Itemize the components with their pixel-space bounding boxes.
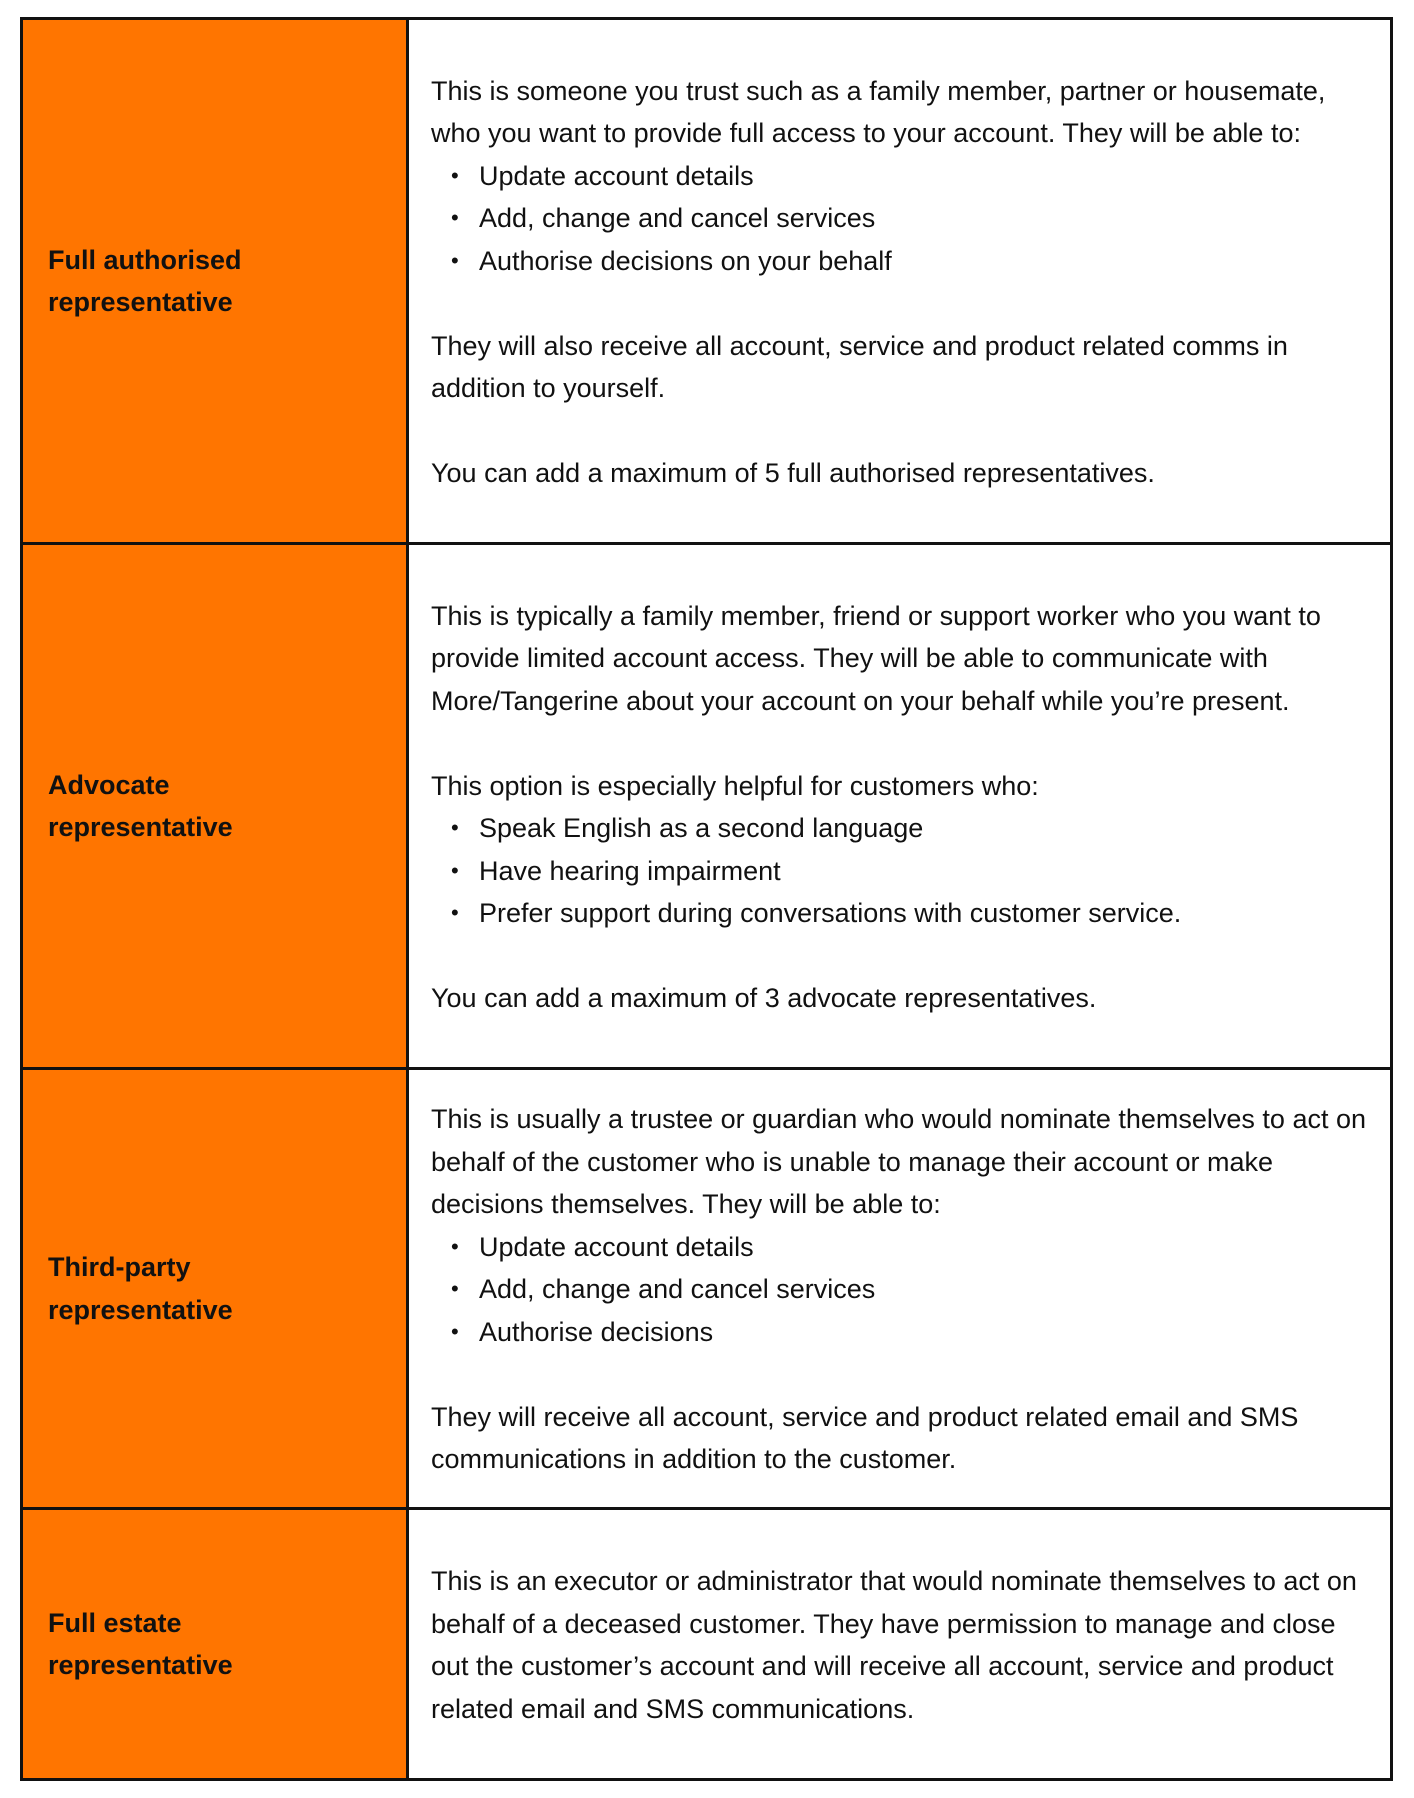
row-label-line1: Advocate <box>48 769 170 800</box>
description-intro: This is someone you trust such as a family member, partner or housemate, who you want to provide full access to your account. They will be able to: <box>431 75 1326 148</box>
list-item-text: Update account details <box>479 160 754 191</box>
representative-types-table <box>20 17 1393 1781</box>
table-row-advocate <box>22 544 1392 1069</box>
bullet-icon: • <box>451 1318 459 1344</box>
row-label <box>48 1246 386 1331</box>
row-label <box>48 1602 386 1687</box>
list-item <box>451 155 1370 198</box>
list-item <box>451 1268 1370 1311</box>
permissions-list <box>431 155 1370 283</box>
table-row-full-authorised <box>22 19 1392 544</box>
list-item-text: Prefer support during conversations with customer service. <box>479 898 1182 928</box>
bullet-icon: • <box>451 247 459 273</box>
bullet-icon: • <box>451 1233 459 1259</box>
bullet-icon: • <box>451 857 459 883</box>
row-label <box>48 239 386 324</box>
description-cell <box>408 19 1392 544</box>
label-cell <box>22 1069 408 1509</box>
description-intro: This is typically a family member, friend or support worker who you want to provide limited account access. They will be able to communicate with More/Tangerine about your account on your behalf while you’re present. <box>431 600 1321 716</box>
description-intro: This is an executor or administrator that would nominate themselves to act on behalf of a deceased customer. They have permission to manage and close out the customer’s account and will receive all account, service and product related email and SMS communications. <box>431 1566 1357 1724</box>
table-row-full-estate <box>22 1509 1392 1780</box>
description-cell <box>408 1069 1392 1509</box>
list-item-text: Add, change and cancel services <box>479 203 876 233</box>
list-item-text: Add, change and cancel services <box>479 1274 876 1305</box>
description-cell <box>408 544 1392 1069</box>
description-comms: They will receive all account, service and product related email and SMS communications in addition to the customer. <box>431 1401 1299 1475</box>
permissions-list <box>431 1226 1370 1354</box>
list-item <box>451 240 1370 283</box>
description-intro: This is usually a trustee or guardian who would nominate themselves to act on behalf of the customer who is unable to manage their account or make decisions themselves. They will be able to: <box>431 1104 1366 1220</box>
list-item-text: Update account details <box>479 1231 754 1262</box>
row-label-line2: representative <box>48 1294 233 1325</box>
list-item <box>451 197 1370 240</box>
list-item-text: Have hearing impairment <box>479 855 781 886</box>
bullet-icon: • <box>451 205 459 230</box>
bullet-icon: • <box>451 815 459 840</box>
bullet-icon: • <box>451 900 459 925</box>
row-label-line2: representative <box>48 1650 233 1680</box>
description-comms: They will also receive all account, service and product related comms in addition to yourself. <box>431 330 1288 403</box>
row-label-line1: Full estate <box>48 1607 182 1638</box>
customer-needs-list <box>431 807 1370 935</box>
row-label <box>48 764 386 849</box>
description-maximum: You can add a maximum of 3 advocate representatives. <box>431 983 1097 1013</box>
list-item-text: Speak English as a second language <box>479 813 924 843</box>
description-maximum: You can add a maximum of 5 full authorised representatives. <box>431 458 1155 488</box>
row-label-line2: representative <box>48 287 233 317</box>
label-cell <box>22 544 408 1069</box>
list-item <box>451 892 1370 935</box>
list-item <box>451 1311 1370 1354</box>
table-row-third-party <box>22 1069 1392 1509</box>
row-label-line1: Full authorised <box>48 244 242 275</box>
bullet-icon: • <box>451 1276 459 1302</box>
description-cell <box>408 1509 1392 1780</box>
list-item <box>451 807 1370 850</box>
list-item-text: Authorise decisions <box>479 1316 714 1347</box>
list-item <box>451 850 1370 893</box>
label-cell <box>22 19 408 544</box>
list-item-text: Authorise decisions on your behalf <box>479 245 892 276</box>
row-label-line2: representative <box>48 812 233 842</box>
list-item <box>451 1226 1370 1269</box>
bullet-icon: • <box>451 162 459 188</box>
label-cell <box>22 1509 408 1780</box>
description-helpful-for: This option is especially helpful for customers who: <box>431 770 1039 801</box>
row-label-line1: Third-party <box>48 1252 191 1282</box>
